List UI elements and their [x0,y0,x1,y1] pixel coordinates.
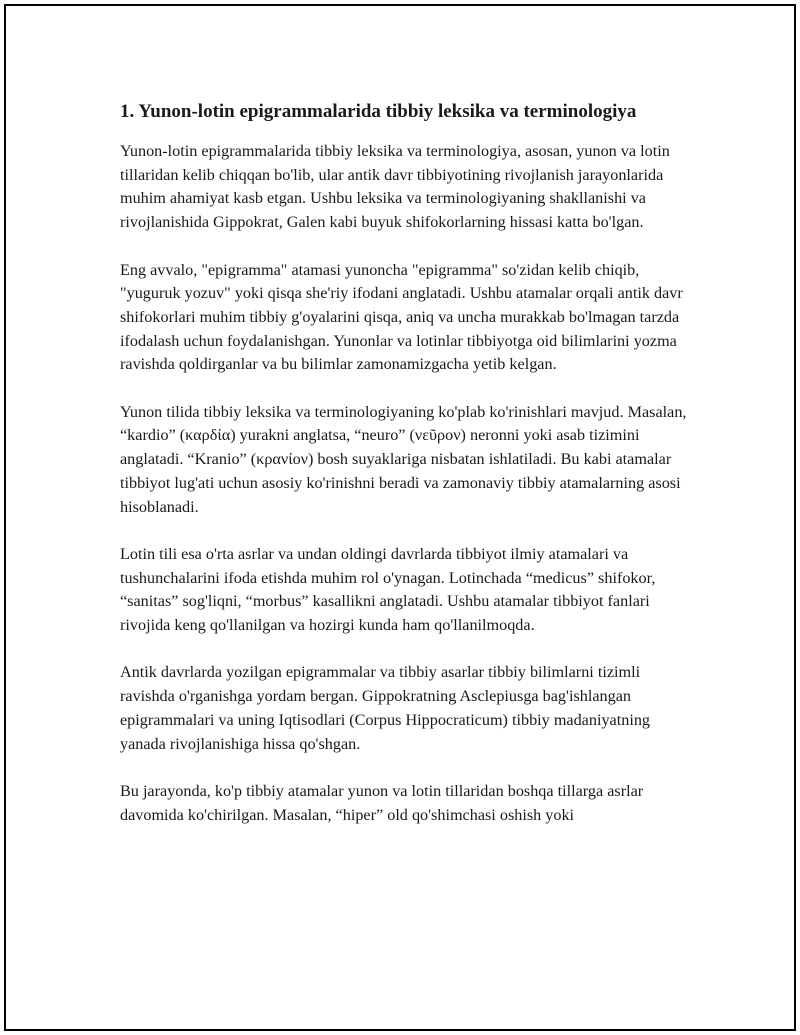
paragraph-1: Yunon-lotin epigrammalarida tibbiy leksika va terminologiya, asosan, yunon va lotin tillaridan kelib chiqqan bo'lib, ular antik davr tibbiyotining rivojlanish jarayonlarida muhim ahamiyat kasb etgan. Ushbu leksika va terminologiyaning shakllanishi va rivojlanishida Gippokrat, Galen kabi buyuk shifokorlarning hissasi katta bo'lgan. [120,142,670,232]
document-body [120,98,692,851]
document-page [4,4,796,1031]
paragraph-2: Eng avvalo, "epigramma" atamasi yunoncha "epigramma" so'zidan kelib chiqib, "yuguruk yozuv" yoki qisqa she'riy ifodani anglatadi. Ushbu atamalar orqali antik davr shifokorlari muhim tibbiy g'oyalarini qisqa, aniq va uncha murakkab bo'lmagan tarzda ifodalash uchun foydalanishgan. Yunonlar va lotinlar tibbiyotga oid bilimlarini yozma ravishda qoldirganlar va bu bilimlar zamonamizgacha yetib kelgan. [120,260,683,374]
paragraph-4: Lotin tili esa o'rta asrlar va undan oldingi davrlarda tibbiyot ilmiy atamalari va tushunchalarini ifoda etishda muhim rol o'ynagan. Lotinchada “medicus” shifokor, “sanitas” sog'liqni, “morbus” kasallikni anglatadi. Ushbu atamalar tibbiyot fanlari rivojida keng qo'llanilgan va hozirgi kunda ham qo'llanilmoqda. [120,544,656,635]
paragraph-5: Antik davrlarda yozilgan epigrammalar va tibbiy asarlar tibbiy bilimlarni tizimli ravishda o'rganishga yordam bergan. Gippokratning Asclepiusga bag'ishlangan epigrammalari va uning Iqtisodlari (Corpus Hippocraticum) tibbiy madaniyatning yanada rivojlanishiga hissa qo'shgan. [120,663,651,753]
paragraph-6: Bu jarayonda, ko'p tibbiy atamalar yunon va lotin tillaridan boshqa tillarga asrlar davomida ko'chirilgan. Masalan, “hiper” old qo'shimchasi oshish yoki [120,781,644,824]
section-title: 1. Yunon-lotin epigrammalarida tibbiy leksika va terminologiya [120,101,637,122]
paragraph-3: Yunon tilida tibbiy leksika va terminologiyaning ko'plab ko'rinishlari mavjud. Masalan, “kardio” (καρδία) yurakni anglatsa, “neuro” (νεῦρον) neronni yoki asab tizimini anglatadi. “Kranio” (κρανίον) bosh suyaklariga nisbatan ishlatiladi. Bu kabi atamalar tibbiyot lug'ati uchun asosiy ko'rinishni beradi va zamonaviy tibbiy atamalarning asosi hisoblanadi. [120,402,687,516]
